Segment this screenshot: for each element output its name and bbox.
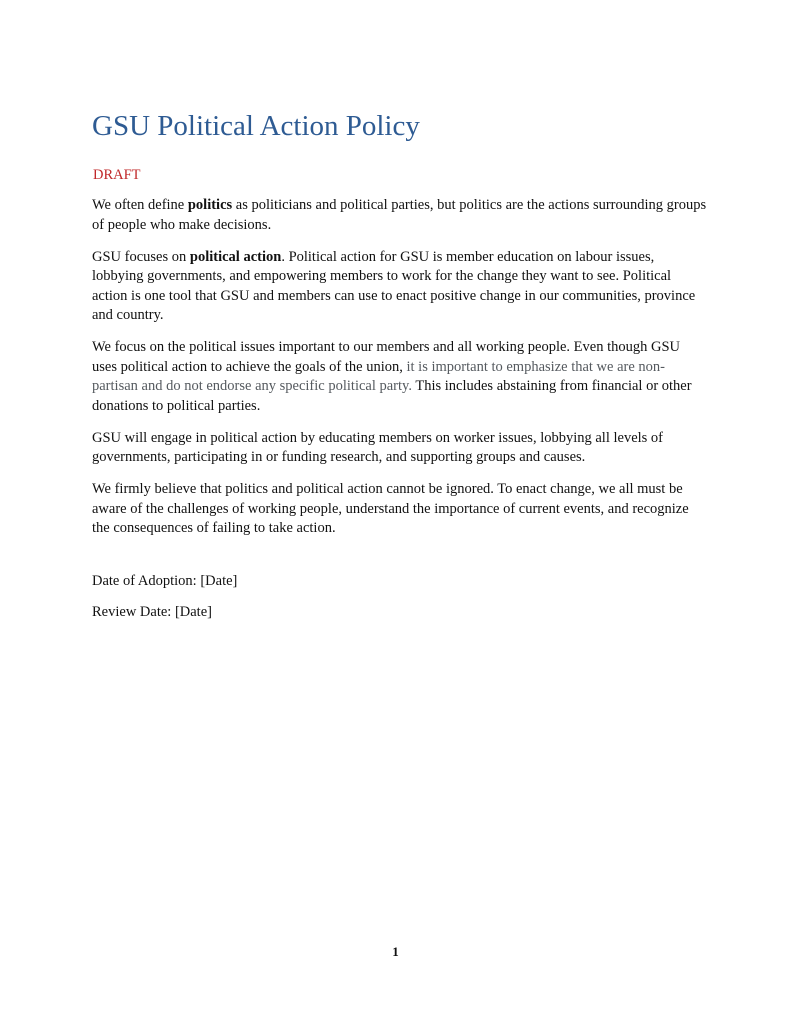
draft-label: DRAFT xyxy=(93,167,141,183)
emphasis-non-partisan: it is important to emphasize that we are non-partisan and do not endorse any specific political party. xyxy=(92,358,665,394)
bold-term-politics: politics xyxy=(187,197,233,213)
paragraph-text: We often define xyxy=(92,197,188,213)
paragraph-text: GSU focuses on xyxy=(92,248,190,265)
bold-term-political-action: political action xyxy=(189,248,282,265)
paragraph-politics-definition xyxy=(92,196,707,235)
document-dates xyxy=(92,572,237,634)
review-date: Review Date: [Date] xyxy=(92,604,212,620)
document-body xyxy=(92,196,707,551)
paragraph-text: as politicians and political parties, but politics are the actions surrounding groups of people who make decisions. xyxy=(92,197,707,233)
paragraph-text: This includes abstaining from financial or other donations to political parties. xyxy=(92,378,692,414)
paragraph-text: We focus on the political issues important to our members and all working people. Even though GSU uses political action to achieve the goals of the union, xyxy=(92,339,680,375)
paragraph-text: . Political action for GSU is member education on labour issues, lobbying governments, and empowering members to work for the change they want to see. Political action is one tool that GSU and members can use to enact positive change in our communities, province and country. xyxy=(92,248,696,323)
page-number: 1 xyxy=(392,944,399,959)
paragraph-political-action xyxy=(92,248,707,326)
document-title: GSU Political Action Policy xyxy=(92,110,420,142)
paragraph-belief: We firmly believe that politics and political action cannot be ignored. To enact change, we all must be aware of the challenges of working people, understand the importance of current events, and recognize the consequences of failing to take action. xyxy=(92,481,689,536)
paragraph-engagement: GSU will engage in political action by educating members on worker issues, lobbying all levels of governments, participating in or funding research, and supporting groups and causes. xyxy=(92,429,664,465)
date-of-adoption: Date of Adoption: [Date] xyxy=(92,573,238,589)
paragraph-non-partisan xyxy=(92,338,707,416)
